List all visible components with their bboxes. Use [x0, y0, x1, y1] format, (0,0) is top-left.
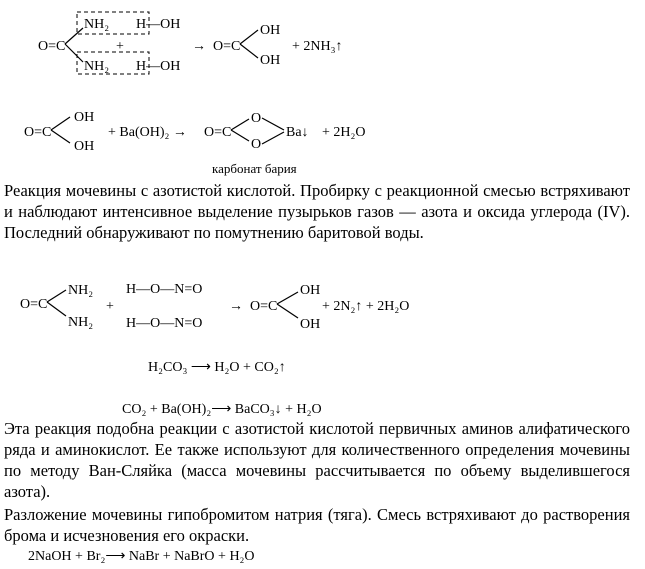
plus-sign-3: + — [106, 299, 114, 314]
water-product: + 2H₂O — [322, 125, 366, 140]
product-carbonyl-3: O=C — [250, 299, 278, 314]
ammonia-byproduct: + 2NH₃↑ — [292, 39, 343, 54]
nitrogen-water-byproducts: + 2N₂↑ + 2H₂O — [322, 299, 410, 314]
ring-oxygen-top: O — [251, 111, 262, 126]
barium-precipitate: Ba↓ — [286, 125, 309, 140]
urea-carbonyl-3: O=C — [20, 297, 48, 312]
water-bottom: H—OH — [136, 59, 181, 74]
product-oh-top-3: OH — [300, 283, 321, 298]
reaction-arrow-3: → — [229, 299, 243, 314]
water-top: H—OH — [136, 17, 181, 32]
barium-carbonate-caption: карбонат бария — [212, 161, 297, 176]
urea-nh2-top: NH₂ — [68, 283, 94, 298]
barium-hydroxide: + Ba(OH)₂ → — [108, 125, 187, 140]
amine-bottom: NH₂ — [84, 59, 110, 74]
acid-carbonyl: O=C — [24, 125, 52, 140]
acid-oh-top: OH — [74, 110, 95, 125]
barium-carbonate-formation: CO₂ + Ba(OH)₂⟶ BaCO₃↓ + H₂O — [122, 402, 322, 417]
carbonate-carbonyl: O=C — [204, 125, 232, 140]
nitrous-acid-bottom: H—O—N=O — [126, 316, 203, 331]
urea-nh2-bottom: NH₂ — [68, 315, 94, 330]
paragraph-nitrous-acid: Реакция мочевины с азотистой кислотой. Пробирку с реакционной смесью встряхивают и наблюдают интенсивное выделение пузырьков газов — азота и оксида углерода (IV). Последний обнаруживают по помутнению баритовой воды. — [4, 181, 630, 242]
paragraph-van-slyke: Эта реакция подобна реакции с азотистой кислотой первичных аминов алифатического ряда и аминокислот. Ее также используют для количественного определения мочевины по методу Ван-Сляйка (масса мочевины рассчитывается по объему выделившегося азота). — [4, 419, 630, 501]
product-carbonyl: O=C — [213, 39, 241, 54]
ring-oxygen-bottom: O — [251, 137, 262, 152]
carbonic-acid-decomposition: H₂CO₃ ⟶ H₂O + CO₂↑ — [148, 360, 286, 375]
plus-sign: + — [116, 39, 124, 54]
urea-carbonyl: O=C — [38, 39, 66, 54]
product-oh-bottom: OH — [260, 53, 281, 68]
product-oh-top: OH — [260, 23, 281, 38]
hypobromite-reaction: 2NaOH + Br₂⟶ NaBr + NaBrO + H₂O — [28, 549, 255, 564]
amine-top: NH₂ — [84, 17, 110, 32]
nitrous-acid-top: H—O—N=O — [126, 282, 203, 297]
acid-oh-bottom: OH — [74, 139, 95, 154]
reaction-arrow: → — [192, 39, 206, 54]
paragraph-hypobromite: Разложение мочевины гипобромитом натрия (тяга). Смесь встряхивают до растворения брома и исчезновения его окраски. — [4, 505, 630, 545]
product-oh-bottom-3: OH — [300, 317, 321, 332]
